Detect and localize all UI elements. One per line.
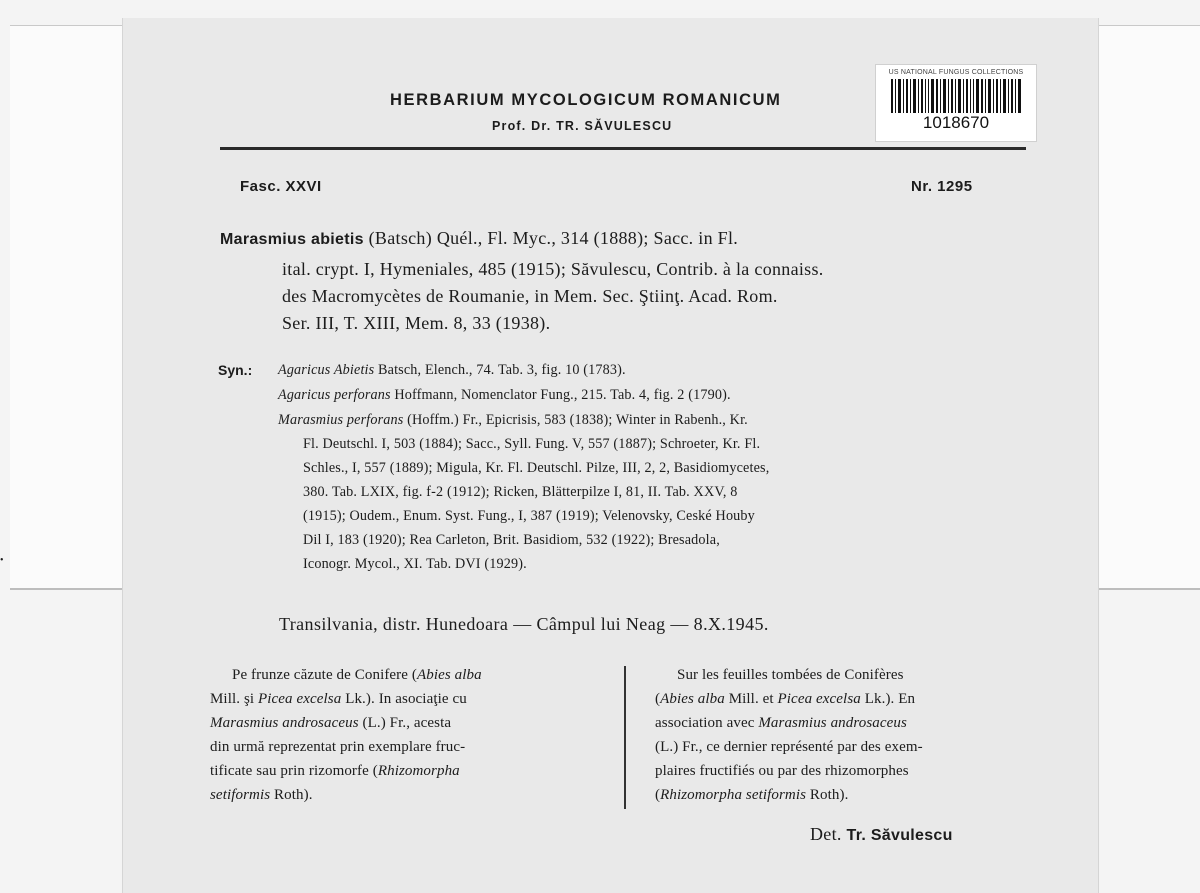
french-line-3: association avec Marasmius androsaceus: [655, 715, 907, 731]
barcode-sticker: [875, 64, 1037, 142]
barcode-heading: US NATIONAL FUNGUS COLLECTIONS: [888, 69, 1024, 76]
reference-line-2: ital. crypt. I, Hymeniales, 485 (1915); Săvulescu, Contrib. à la connaiss.: [282, 259, 824, 279]
synonym-line-7: (1915); Oudem., Enum. Syst. Fung., I, 387 (1919); Velenovsky, Ceské Houby: [303, 508, 755, 524]
locality: Transilvania, distr. Hunedoara — Câmpul lui Neag — 8.X.1945.: [279, 614, 769, 634]
fascicle-number: Fasc. XXVI: [240, 178, 322, 195]
header-rule: [220, 147, 1026, 150]
french-line-4: (L.) Fr., ce dernier représenté par des exem-: [655, 739, 923, 755]
barcode-number: 1018670: [922, 113, 990, 132]
specimen-number: Nr. 1295: [911, 178, 973, 195]
edge-mark: •: [0, 555, 4, 566]
synonym-line-6: 380. Tab. LXIX, fig. f-2 (1912); Ricken, Blätterpilze I, 81, II. Tab. XXV, 8: [303, 484, 738, 500]
synonym-2: Agaricus perforans Hoffmann, Nomenclator Fung., 215. Tab. 4, fig. 2 (1790).: [278, 387, 731, 403]
synonym-line-8: Dil I, 183 (1920); Rea Carleton, Brit. Basidiom, 532 (1922); Bresadola,: [303, 532, 720, 548]
french-line-1: Sur les feuilles tombées de Conifères: [677, 667, 904, 683]
synonym-line-5: Schles., I, 557 (1889); Migula, Kr. Fl. Deutschl. Pilze, III, 2, 2, Basidiomycetes,: [303, 460, 770, 476]
synonym-3: Marasmius perforans (Hoffm.) Fr., Epicrisis, 583 (1838); Winter in Rabenh., Kr.: [278, 412, 748, 428]
herbarium-subtitle: Prof. Dr. TR. SĂVULESCU: [492, 119, 673, 133]
barcode-bars: [891, 79, 1021, 113]
synonym-1: Agaricus Abietis Batsch, Elench., 74. Tab. 3, fig. 10 (1783).: [278, 362, 626, 378]
reference-line-4: Ser. III, T. XIII, Mem. 8, 33 (1938).: [282, 313, 551, 333]
romanian-line-1: Pe frunze căzute de Conifere (Abies alba: [232, 667, 482, 683]
romanian-line-2: Mill. şi Picea excelsa Lk.). In asociaţie cu: [210, 691, 467, 707]
determiner-name: Tr. Săvulescu: [846, 827, 953, 844]
column-divider: [624, 666, 626, 809]
french-line-2: (Abies alba Mill. et Picea excelsa Lk.). En: [655, 691, 916, 707]
french-line-5: plaires fructifiés ou par des rhizomorphes: [655, 763, 909, 779]
romanian-line-3: Marasmius androsaceus (L.) Fr., acesta: [210, 715, 452, 731]
reference-line-1: Marasmius abietis (Batsch) Quél., Fl. Myc., 314 (1888); Sacc. in Fl.: [220, 228, 739, 248]
romanian-line-5: tificate sau prin rizomorfe (Rhizomorpha: [210, 763, 460, 779]
species-name: Marasmius abietis: [220, 231, 364, 248]
synonyms-label: Syn.:: [218, 362, 253, 378]
romanian-line-4: din urmă reprezentat prin exemplare fruc-: [210, 739, 466, 755]
synonym-line-4: Fl. Deutschl. I, 503 (1884); Sacc., Syll. Fung. V, 557 (1887); Schroeter, Kr. Fl.: [303, 436, 761, 452]
herbarium-title: HERBARIUM MYCOLOGICUM ROMANICUM: [390, 91, 782, 109]
synonym-line-9: Iconogr. Mycol., XI. Tab. DVI (1929).: [303, 556, 527, 572]
determiner: Det. Tr. Săvulescu: [810, 824, 953, 844]
romanian-line-6: setiformis Roth).: [210, 787, 313, 803]
french-line-6: (Rhizomorpha setiformis Roth).: [655, 787, 849, 803]
reference-line-3: des Macromycètes de Roumanie, in Mem. Sec. Ştiinţ. Acad. Rom.: [282, 286, 778, 306]
